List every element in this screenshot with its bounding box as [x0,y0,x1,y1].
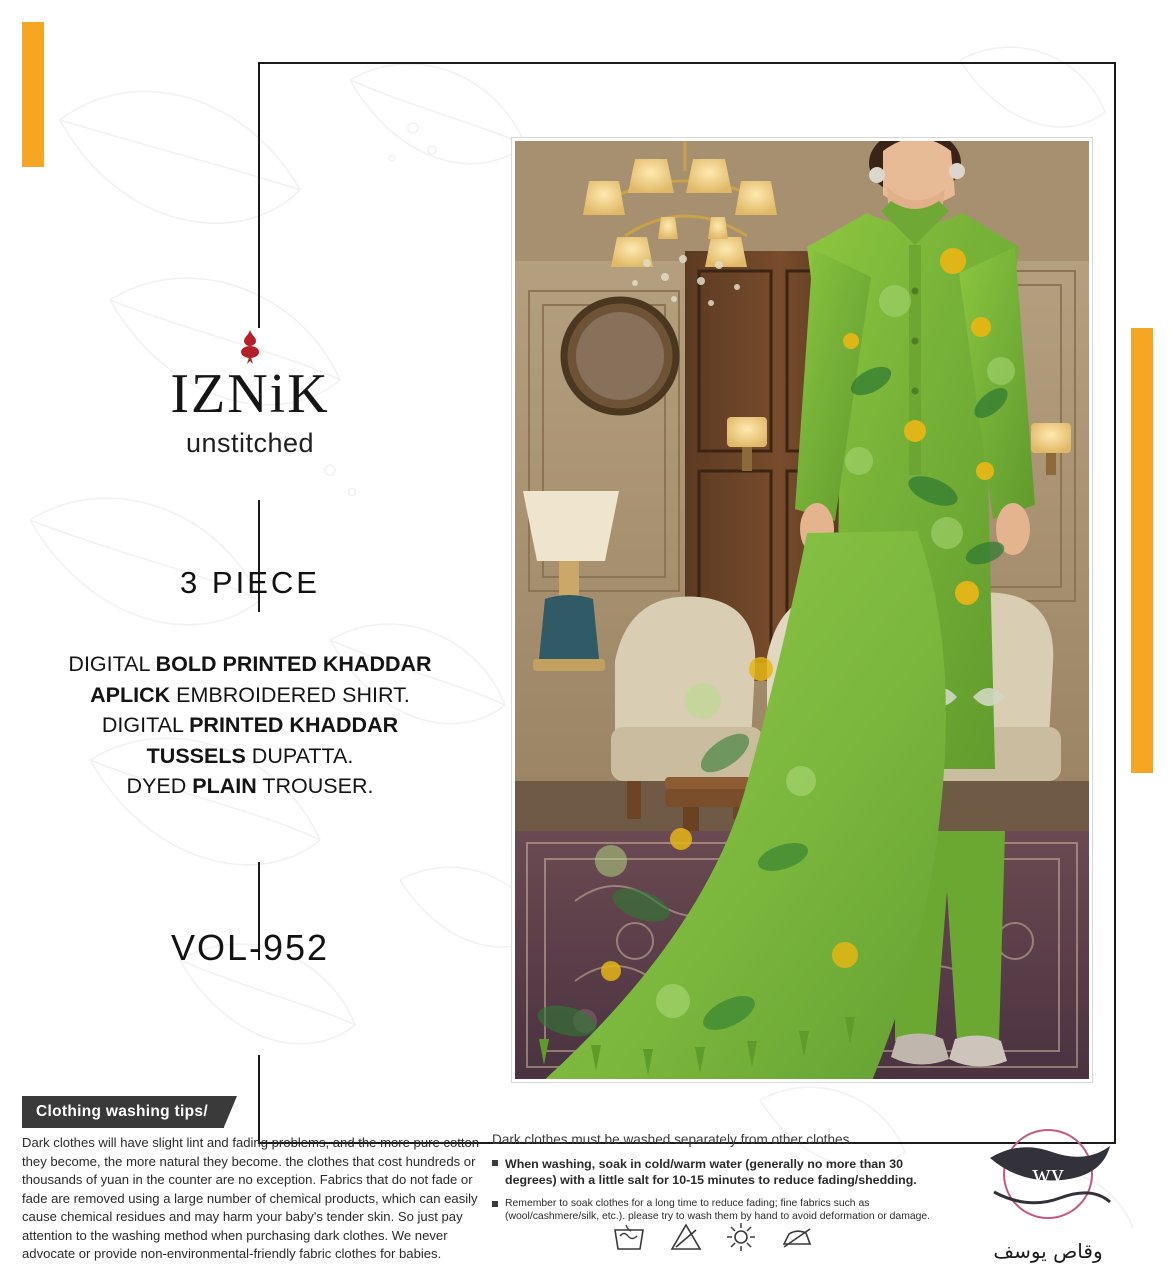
brand-name: IZNiK [170,363,330,425]
retailer-name-urdu: وقاص یوسف [993,1239,1103,1263]
bullet-square-icon [492,1160,498,1166]
care-symbols-row [612,1222,814,1252]
accent-bar-left [22,22,44,167]
accent-bar-right [1131,328,1153,773]
product-photo-illustration [515,141,1089,1079]
product-description-line-1: DIGITAL BOLD PRINTED KHADDAR [68,652,432,676]
product-description-line-5: DYED PLAIN TROUSER. [126,774,374,799]
fleur-ornament-icon [237,330,263,364]
washing-tips-bullet-1 [492,1156,944,1189]
washing-tips-bullet-1-text: When washing, soak in cold/warm water (generally no more than 30 degrees) with a little salt for 10-15 minutes to reduce fading/shedding. [505,1157,917,1188]
frame-line-right [1114,62,1116,1144]
bullet-square-icon [492,1201,498,1207]
washing-tips-right-column [492,1132,944,1232]
brand-tagline: unstitched [185,428,315,458]
piece-count: 3 PIECE [180,565,320,600]
frame-line-left-upper [258,62,260,328]
washing-tips-banner-label: Clothing washing tips/ [22,1096,224,1128]
frame-line-top [258,62,1116,64]
product-description-line-3: DIGITAL PRINTED KHADDAR [101,713,399,738]
wy-monogram-icon [968,1122,1128,1232]
brand-block [0,330,500,459]
product-info-column [0,330,500,969]
frame-line-left-bottom [258,1055,260,1144]
retailer-logo [968,1122,1128,1262]
washing-tips-bullet-2-text: Remember to soak clothes for a long time to reduce fading; fine fabrics such as (wool/cashmere/silk, etc.). please try to wash them by hand to avoid deformation or damage. [505,1197,931,1223]
washing-tips-banner [22,1096,224,1128]
product-description-line-4: TUSSELS DUPATTA. [146,743,354,768]
do-not-bleach-icon [670,1222,702,1252]
washing-tips-right-heading: Dark clothes must be washed separately from other clothes. [492,1132,854,1147]
product-photo [512,138,1092,1082]
washing-tips-bullet-2 [492,1197,944,1224]
hand-wash-icon [612,1222,646,1252]
washing-tips-left-paragraph: Dark clothes will have slight lint and fading problems, and the more pure cotton they become, the more natural they become. the clothes that cost hundreds or thousands of yuan in the counter are no exception. Fabrics that do not fade or fade are removed using a large number of chemical products, which can easily cause chemical residues and may harm your baby's tender skin. So just pay attention to the washing method when purchasing dark clothes. We never advocate or provide non-environmental-friendly fabric clothes for babies. [22,1135,480,1262]
dry-in-shade-icon [726,1222,756,1252]
volume-label: VOL-952 [170,926,330,968]
do-not-iron-icon [780,1222,814,1252]
product-description [0,649,500,802]
wy-monogram-text: wy [1032,1159,1064,1188]
product-description-line-2: APLICK EMBROIDERED SHIRT. [90,682,410,707]
